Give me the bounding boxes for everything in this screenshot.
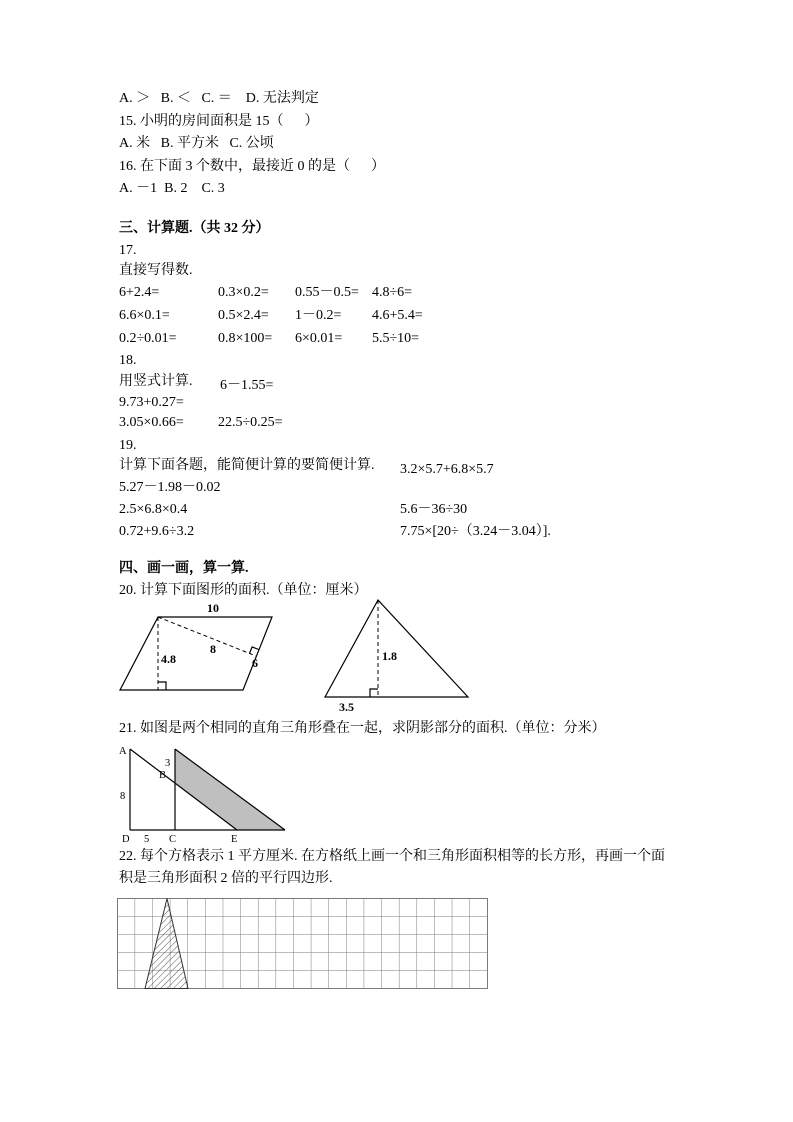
section3-title: 三、计算题.（共 32 分）	[119, 221, 270, 236]
figure-q20	[110, 596, 490, 716]
q17-cell: 0.2÷0.01=	[119, 331, 177, 346]
q17-cell: 6.6×0.1=	[119, 308, 170, 323]
segment-5-label: 5	[144, 834, 150, 845]
q17-cell: 6+2.4=	[119, 285, 160, 300]
vertex-e-label: E	[231, 834, 238, 845]
figure-q21	[113, 740, 303, 845]
q19-item: 0.72+9.6÷3.2	[119, 524, 195, 539]
q18-item: 22.5÷0.25=	[218, 415, 283, 430]
q18-item: 3.05×0.66=	[119, 415, 184, 430]
segment-8-label: 8	[120, 791, 126, 802]
q16-text: 16. 在下面 3 个数中，最接近 0 的是（ ）	[119, 159, 385, 174]
q17-cell: 4.6+5.4=	[372, 308, 423, 323]
segment-3-label: 3	[165, 758, 171, 769]
q14-options-line: A. ＞ B. ＜ C. ＝ D. 无法判定	[119, 91, 319, 106]
q17-cell: 0.5×2.4=	[218, 308, 269, 323]
q17-instruction: 直接写得数.	[119, 263, 193, 278]
q22-text-line1: 22. 每个方格表示 1 平方厘米. 在方格纸上画一个和三角形面积相等的长方形，再画一个面	[119, 849, 665, 864]
parallelogram-top-label: 10	[207, 601, 219, 615]
q19-item: 5.6－36÷30	[400, 502, 468, 517]
q20-text: 20. 计算下面图形的面积.（单位：厘米）	[119, 583, 368, 598]
figure-q22-grid	[117, 898, 489, 990]
q18-number: 18.	[119, 353, 137, 368]
q18-item: 9.73+0.27=	[119, 395, 184, 410]
q19-number: 19.	[119, 438, 137, 453]
q17-number: 17.	[119, 243, 137, 258]
triangle-height-label: 1.8	[382, 649, 397, 663]
q17-cell: 0.3×0.2=	[218, 285, 269, 300]
section4-title: 四、画一画，算一算.	[119, 561, 249, 576]
parallelogram-side-label: 6	[252, 656, 258, 670]
vertex-d-label: D	[122, 834, 130, 845]
q17-cell: 1－0.2=	[295, 308, 342, 323]
q19-item: 3.2×5.7+6.8×5.7	[400, 462, 494, 477]
q15-text: 15. 小明的房间面积是 15（ ）	[119, 114, 319, 129]
q21-text: 21. 如图是两个相同的直角三角形叠在一起，求阴影部分的面积.（单位：分米）	[119, 721, 606, 736]
parallelogram-figure	[120, 601, 272, 690]
q15-options-line: A. 米 B. 平方米 C. 公顷	[119, 136, 274, 151]
vertex-a-label: A	[119, 746, 127, 757]
parallelogram-diagonal-label: 8	[210, 642, 216, 656]
q19-instruction: 计算下面各题，能简便计算的要简便计算.	[119, 458, 375, 473]
q17-cell: 0.8×100=	[218, 331, 273, 346]
q18-item: 6－1.55=	[220, 378, 274, 393]
q19-item: 5.27－1.98－0.02	[119, 480, 221, 495]
q17-cell: 6×0.01=	[295, 331, 343, 346]
triangle-figure	[325, 600, 468, 714]
q17-cell: 0.55－0.5=	[295, 285, 359, 300]
triangle-base-label: 3.5	[339, 700, 354, 714]
q18-instruction: 用竖式计算.	[119, 374, 193, 389]
q19-item: 2.5×6.8×0.4	[119, 502, 188, 517]
parallelogram-height-label: 4.8	[161, 652, 176, 666]
q19-item: 7.75×[20÷（3.24－3.04）].	[400, 524, 551, 539]
q17-cell: 4.8÷6=	[372, 285, 413, 300]
q17-cell: 5.5÷10=	[372, 331, 420, 346]
q16-options-line: A. －1 B. 2 C. 3	[119, 181, 225, 196]
q22-text-line2: 积是三角形面积 2 倍的平行四边形.	[119, 871, 333, 886]
vertex-b-label: B	[159, 770, 167, 781]
vertex-c-label: C	[169, 834, 177, 845]
